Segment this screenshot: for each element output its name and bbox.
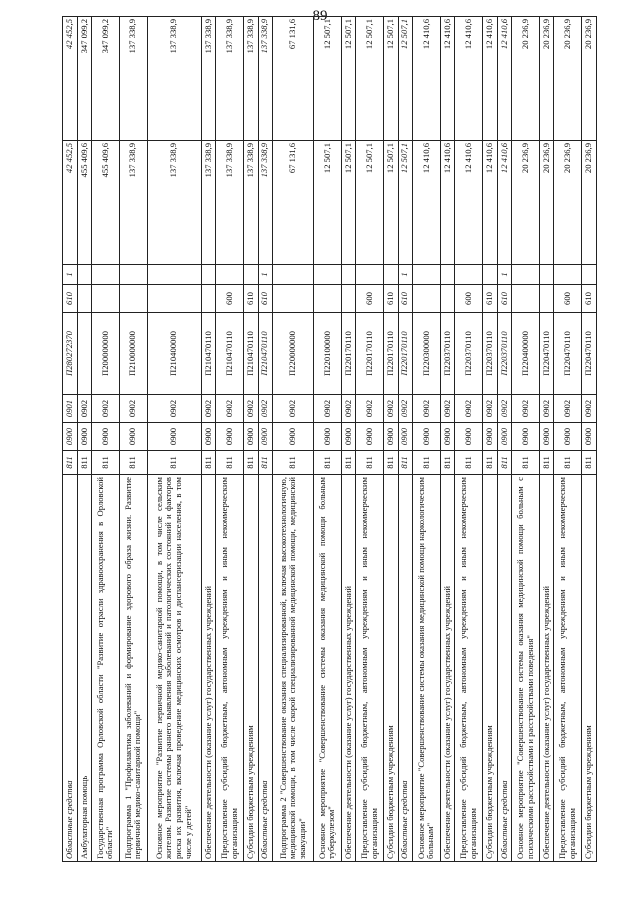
section-code-cell: 0900: [539, 423, 554, 451]
table-row: [258, 17, 273, 862]
source-code-cell: [119, 265, 147, 285]
table-row: [313, 17, 341, 862]
admin-code-cell: 811: [273, 451, 314, 475]
amount-cell-1: 137 338,9: [243, 141, 258, 265]
row-name-cell: Субсидии бюджетным учреждениям: [243, 475, 258, 862]
source-code-cell: [201, 265, 216, 285]
admin-code-cell: 811: [147, 451, 201, 475]
admin-code-cell: 811: [413, 451, 441, 475]
admin-code-cell: 811: [356, 451, 384, 475]
row-name-cell: Основное мероприятие "Развитие первичной медико-санитарной помощи, в том числе сельским жителям. Развитие системы раннего выявления заболеваний и патологических состояний и факторов риска их развития, включая проведение медицинских осмотров и диспансеризации населения, в том числе у детей": [147, 475, 201, 862]
expense-type-cell: 610: [63, 285, 78, 313]
table-row: [383, 17, 398, 862]
row-name-cell: Амбулаторная помощь: [77, 475, 92, 862]
row-name-cell: Субсидии бюджетным учреждениям: [582, 475, 597, 862]
subsection-code-cell: 0902: [554, 395, 582, 423]
expense-type-cell: 610: [398, 285, 413, 313]
admin-code-cell: 811: [398, 451, 413, 475]
amount-cell-2: 12 410,6: [455, 17, 483, 141]
table-row: [539, 17, 554, 862]
amount-cell-1: 12 507,1: [341, 141, 356, 265]
source-code-cell: 1: [398, 265, 413, 285]
source-code-cell: [582, 265, 597, 285]
section-code-cell: 0900: [77, 423, 92, 451]
subsection-code-cell: 0902: [147, 395, 201, 423]
subsection-code-cell: 0902: [398, 395, 413, 423]
amount-cell-2: 20 236,9: [554, 17, 582, 141]
target-article-cell: П220370110: [440, 313, 455, 395]
rotated-page-content: [62, 17, 597, 862]
table-row: [497, 17, 512, 862]
target-article-cell: П220400000: [512, 313, 540, 395]
amount-cell-1: 42 452,5: [63, 141, 78, 265]
target-article-cell: П210470110: [216, 313, 244, 395]
amount-cell-1: 20 236,9: [512, 141, 540, 265]
admin-code-cell: 811: [258, 451, 273, 475]
table-row: [455, 17, 483, 862]
expense-type-cell: [147, 285, 201, 313]
source-code-cell: [92, 265, 120, 285]
section-code-cell: 0900: [273, 423, 314, 451]
subsection-code-cell: 0902: [92, 395, 120, 423]
target-article-cell: П280272370: [63, 313, 78, 395]
section-code-cell: 0900: [147, 423, 201, 451]
table-row: [216, 17, 244, 862]
section-code-cell: 0900: [582, 423, 597, 451]
row-name-cell: Обеспечение деятельности (оказание услуг) государственных учреждений: [341, 475, 356, 862]
target-article-cell: П200000000: [92, 313, 120, 395]
subsection-code-cell: 0901: [63, 395, 78, 423]
target-article-cell: [77, 313, 92, 395]
row-name-cell: Субсидии бюджетным учреждениям: [383, 475, 398, 862]
expense-type-cell: 610: [258, 285, 273, 313]
subsection-code-cell: 0902: [243, 395, 258, 423]
subsection-code-cell: 0902: [119, 395, 147, 423]
admin-code-cell: 811: [63, 451, 78, 475]
expense-type-cell: 600: [216, 285, 244, 313]
target-article-cell: П220170110: [398, 313, 413, 395]
expense-type-cell: [273, 285, 314, 313]
amount-cell-1: 12 507,1: [383, 141, 398, 265]
target-article-cell: П210470110: [258, 313, 273, 395]
section-code-cell: 0900: [313, 423, 341, 451]
target-article-cell: П220170110: [383, 313, 398, 395]
subsection-code-cell: 0902: [483, 395, 498, 423]
amount-cell-1: 137 338,9: [201, 141, 216, 265]
expense-type-cell: [539, 285, 554, 313]
row-name-cell: Обеспечение деятельности (оказание услуг) государственных учреждений: [440, 475, 455, 862]
amount-cell-2: 20 236,9: [582, 17, 597, 141]
section-code-cell: 0900: [383, 423, 398, 451]
row-name-cell: Областные средства: [258, 475, 273, 862]
source-code-cell: 1: [258, 265, 273, 285]
amount-cell-2: 12 410,6: [440, 17, 455, 141]
admin-code-cell: 811: [341, 451, 356, 475]
source-code-cell: [147, 265, 201, 285]
table-row: [398, 17, 413, 862]
target-article-cell: П220370110: [455, 313, 483, 395]
subsection-code-cell: 0902: [341, 395, 356, 423]
source-code-cell: [455, 265, 483, 285]
expense-type-cell: 610: [497, 285, 512, 313]
admin-code-cell: 811: [77, 451, 92, 475]
amount-cell-2: 12 507,1: [341, 17, 356, 141]
amount-cell-2: 137 338,9: [243, 17, 258, 141]
target-article-cell: П220470110: [582, 313, 597, 395]
amount-cell-2: 12 507,1: [383, 17, 398, 141]
amount-cell-1: 67 131,6: [273, 141, 314, 265]
amount-cell-1: 12 410,6: [497, 141, 512, 265]
source-code-cell: 1: [63, 265, 78, 285]
target-article-cell: П220370110: [497, 313, 512, 395]
expense-type-cell: [313, 285, 341, 313]
source-code-cell: [341, 265, 356, 285]
source-code-cell: [273, 265, 314, 285]
section-code-cell: 0900: [554, 423, 582, 451]
table-row: [341, 17, 356, 862]
row-name-cell: Предоставление субсидий бюджетным, автономным учреждениям и иным некоммерческим организациям: [455, 475, 483, 862]
target-article-cell: П220470110: [539, 313, 554, 395]
section-code-cell: 0900: [356, 423, 384, 451]
admin-code-cell: 811: [383, 451, 398, 475]
subsection-code-cell: 0902: [273, 395, 314, 423]
table-row: [356, 17, 384, 862]
source-code-cell: [356, 265, 384, 285]
amount-cell-2: 137 338,9: [216, 17, 244, 141]
amount-cell-1: 137 338,9: [216, 141, 244, 265]
admin-code-cell: 811: [313, 451, 341, 475]
section-code-cell: 0900: [258, 423, 273, 451]
source-code-cell: [539, 265, 554, 285]
source-code-cell: [413, 265, 441, 285]
amount-cell-1: 12 507,1: [356, 141, 384, 265]
row-name-cell: Субсидии бюджетным учреждениям: [483, 475, 498, 862]
expense-type-cell: 610: [582, 285, 597, 313]
admin-code-cell: 811: [119, 451, 147, 475]
amount-cell-1: 20 236,9: [582, 141, 597, 265]
expense-type-cell: [201, 285, 216, 313]
section-code-cell: 0900: [512, 423, 540, 451]
expense-type-cell: 600: [356, 285, 384, 313]
target-article-cell: П220170110: [341, 313, 356, 395]
table-row: [440, 17, 455, 862]
row-name-cell: Областные средства: [497, 475, 512, 862]
expense-type-cell: 610: [483, 285, 498, 313]
expense-type-cell: [413, 285, 441, 313]
table-row: [119, 17, 147, 862]
amount-cell-2: 42 452,5: [63, 17, 78, 141]
row-name-cell: Подпрограмма 2 "Совершенствование оказания специализированной, включая высокотехнологичную, медицинской помощи, в том числе скорой специализированной медицинской помощи, медицинской эвакуации": [273, 475, 314, 862]
amount-cell-2: 347 099,2: [77, 17, 92, 141]
amount-cell-1: 137 338,9: [258, 141, 273, 265]
subsection-code-cell: 0902: [356, 395, 384, 423]
amount-cell-2: 137 338,9: [119, 17, 147, 141]
admin-code-cell: 811: [539, 451, 554, 475]
table-row: [243, 17, 258, 862]
amount-cell-1: 12 410,6: [440, 141, 455, 265]
amount-cell-1: 20 236,9: [554, 141, 582, 265]
subsection-code-cell: 0902: [497, 395, 512, 423]
expense-type-cell: 610: [243, 285, 258, 313]
table-row: [273, 17, 314, 862]
amount-cell-2: 12 410,6: [413, 17, 441, 141]
source-code-cell: [440, 265, 455, 285]
amount-cell-2: 347 099,2: [92, 17, 120, 141]
amount-cell-1: 137 338,9: [119, 141, 147, 265]
source-code-cell: [77, 265, 92, 285]
amount-cell-2: 12 507,1: [356, 17, 384, 141]
admin-code-cell: 811: [512, 451, 540, 475]
source-code-cell: 1: [497, 265, 512, 285]
subsection-code-cell: 0902: [216, 395, 244, 423]
source-code-cell: [243, 265, 258, 285]
row-name-cell: Обеспечение деятельности (оказание услуг) государственных учреждений: [201, 475, 216, 862]
section-code-cell: 0900: [341, 423, 356, 451]
target-article-cell: П210000000: [119, 313, 147, 395]
expense-type-cell: 610: [383, 285, 398, 313]
amount-cell-1: 12 410,6: [455, 141, 483, 265]
subsection-code-cell: 0902: [77, 395, 92, 423]
admin-code-cell: 811: [455, 451, 483, 475]
budget-table: [62, 16, 597, 862]
amount-cell-1: 12 507,1: [313, 141, 341, 265]
admin-code-cell: 811: [497, 451, 512, 475]
expense-type-cell: [512, 285, 540, 313]
table-body: [63, 17, 597, 862]
amount-cell-2: 12 507,1: [313, 17, 341, 141]
section-code-cell: 0900: [216, 423, 244, 451]
admin-code-cell: 811: [92, 451, 120, 475]
target-article-cell: П220370110: [483, 313, 498, 395]
table-row: [483, 17, 498, 862]
amount-cell-2: 12 410,6: [483, 17, 498, 141]
section-code-cell: 0900: [119, 423, 147, 451]
admin-code-cell: 811: [201, 451, 216, 475]
amount-cell-2: 20 236,9: [512, 17, 540, 141]
source-code-cell: [512, 265, 540, 285]
row-name-cell: Обеспечение деятельности (оказание услуг) государственных учреждений: [539, 475, 554, 862]
amount-cell-2: 12 410,6: [497, 17, 512, 141]
source-code-cell: [313, 265, 341, 285]
table-row: [554, 17, 582, 862]
subsection-code-cell: 0902: [512, 395, 540, 423]
row-name-cell: Областные средства: [398, 475, 413, 862]
section-code-cell: 0900: [63, 423, 78, 451]
amount-cell-2: 12 507,1: [398, 17, 413, 141]
table-row: [147, 17, 201, 862]
admin-code-cell: 811: [554, 451, 582, 475]
amount-cell-2: 137 338,9: [147, 17, 201, 141]
row-name-cell: Предоставление субсидий бюджетным, автономным учреждениям и иным некоммерческим организациям: [554, 475, 582, 862]
section-code-cell: 0900: [92, 423, 120, 451]
amount-cell-1: 12 410,6: [483, 141, 498, 265]
section-code-cell: 0900: [243, 423, 258, 451]
row-name-cell: Предоставление субсидий бюджетным, автономным учреждениям и иным некоммерческим организациям: [216, 475, 244, 862]
source-code-cell: [483, 265, 498, 285]
target-article-cell: П220300000: [413, 313, 441, 395]
source-code-cell: [216, 265, 244, 285]
section-code-cell: 0900: [455, 423, 483, 451]
page-number: 89: [312, 8, 328, 24]
admin-code-cell: 811: [582, 451, 597, 475]
section-code-cell: 0900: [497, 423, 512, 451]
admin-code-cell: 811: [440, 451, 455, 475]
target-article-cell: П220170110: [356, 313, 384, 395]
table-row: [77, 17, 92, 862]
expense-type-cell: [92, 285, 120, 313]
section-code-cell: 0900: [440, 423, 455, 451]
amount-cell-1: 20 236,9: [539, 141, 554, 265]
row-name-cell: Государственная программа Орловской области "Развитие отрасли здравоохранения в Орловской области": [92, 475, 120, 862]
amount-cell-1: 12 410,6: [413, 141, 441, 265]
expense-type-cell: 600: [455, 285, 483, 313]
expense-type-cell: [440, 285, 455, 313]
amount-cell-1: 455 409,6: [77, 141, 92, 265]
target-article-cell: П210470110: [243, 313, 258, 395]
target-article-cell: П220000000: [273, 313, 314, 395]
section-code-cell: 0900: [201, 423, 216, 451]
subsection-code-cell: 0902: [313, 395, 341, 423]
expense-type-cell: [77, 285, 92, 313]
row-name-cell: Основное мероприятие "Совершенствование системы оказания медицинской помощи больным туберкулезом": [313, 475, 341, 862]
table-row: [92, 17, 120, 862]
admin-code-cell: 811: [216, 451, 244, 475]
section-code-cell: 0900: [398, 423, 413, 451]
amount-cell-1: 12 507,1: [398, 141, 413, 265]
table-row: [582, 17, 597, 862]
row-name-cell: Основное мероприятие "Совершенствование системы оказания медицинской помощи больным с психическими расстройствами и расстройствами поведения": [512, 475, 540, 862]
amount-cell-2: 20 236,9: [539, 17, 554, 141]
row-name-cell: Подпрограмма 1 "Профилактика заболеваний и формирование здорового образа жизни. Развитие первичной медико-санитарной помощи": [119, 475, 147, 862]
table-row: [413, 17, 441, 862]
subsection-code-cell: 0902: [455, 395, 483, 423]
source-code-cell: [554, 265, 582, 285]
row-name-cell: Предоставление субсидий бюджетным, автономным учреждениям и иным некоммерческим организациям: [356, 475, 384, 862]
subsection-code-cell: 0902: [383, 395, 398, 423]
section-code-cell: 0900: [413, 423, 441, 451]
subsection-code-cell: 0902: [258, 395, 273, 423]
subsection-code-cell: 0902: [440, 395, 455, 423]
table-row: [201, 17, 216, 862]
amount-cell-2: 137 338,9: [258, 17, 273, 141]
source-code-cell: [383, 265, 398, 285]
row-name-cell: Основное мероприятие "Совершенствование системы оказания медицинской помощи наркологическим больным": [413, 475, 441, 862]
section-code-cell: 0900: [483, 423, 498, 451]
subsection-code-cell: 0902: [413, 395, 441, 423]
target-article-cell: П210400000: [147, 313, 201, 395]
expense-type-cell: [341, 285, 356, 313]
expense-type-cell: 600: [554, 285, 582, 313]
target-article-cell: П220470110: [554, 313, 582, 395]
table-row: [512, 17, 540, 862]
amount-cell-1: 137 338,9: [147, 141, 201, 265]
admin-code-cell: 811: [243, 451, 258, 475]
subsection-code-cell: 0902: [582, 395, 597, 423]
subsection-code-cell: 0902: [539, 395, 554, 423]
table-row: [63, 17, 78, 862]
row-name-cell: Областные средства: [63, 475, 78, 862]
subsection-code-cell: 0902: [201, 395, 216, 423]
amount-cell-2: 137 338,9: [201, 17, 216, 141]
expense-type-cell: [119, 285, 147, 313]
admin-code-cell: 811: [483, 451, 498, 475]
target-article-cell: П210470110: [201, 313, 216, 395]
amount-cell-1: 455 409,6: [92, 141, 120, 265]
amount-cell-2: 67 131,6: [273, 17, 314, 141]
target-article-cell: П220100000: [313, 313, 341, 395]
